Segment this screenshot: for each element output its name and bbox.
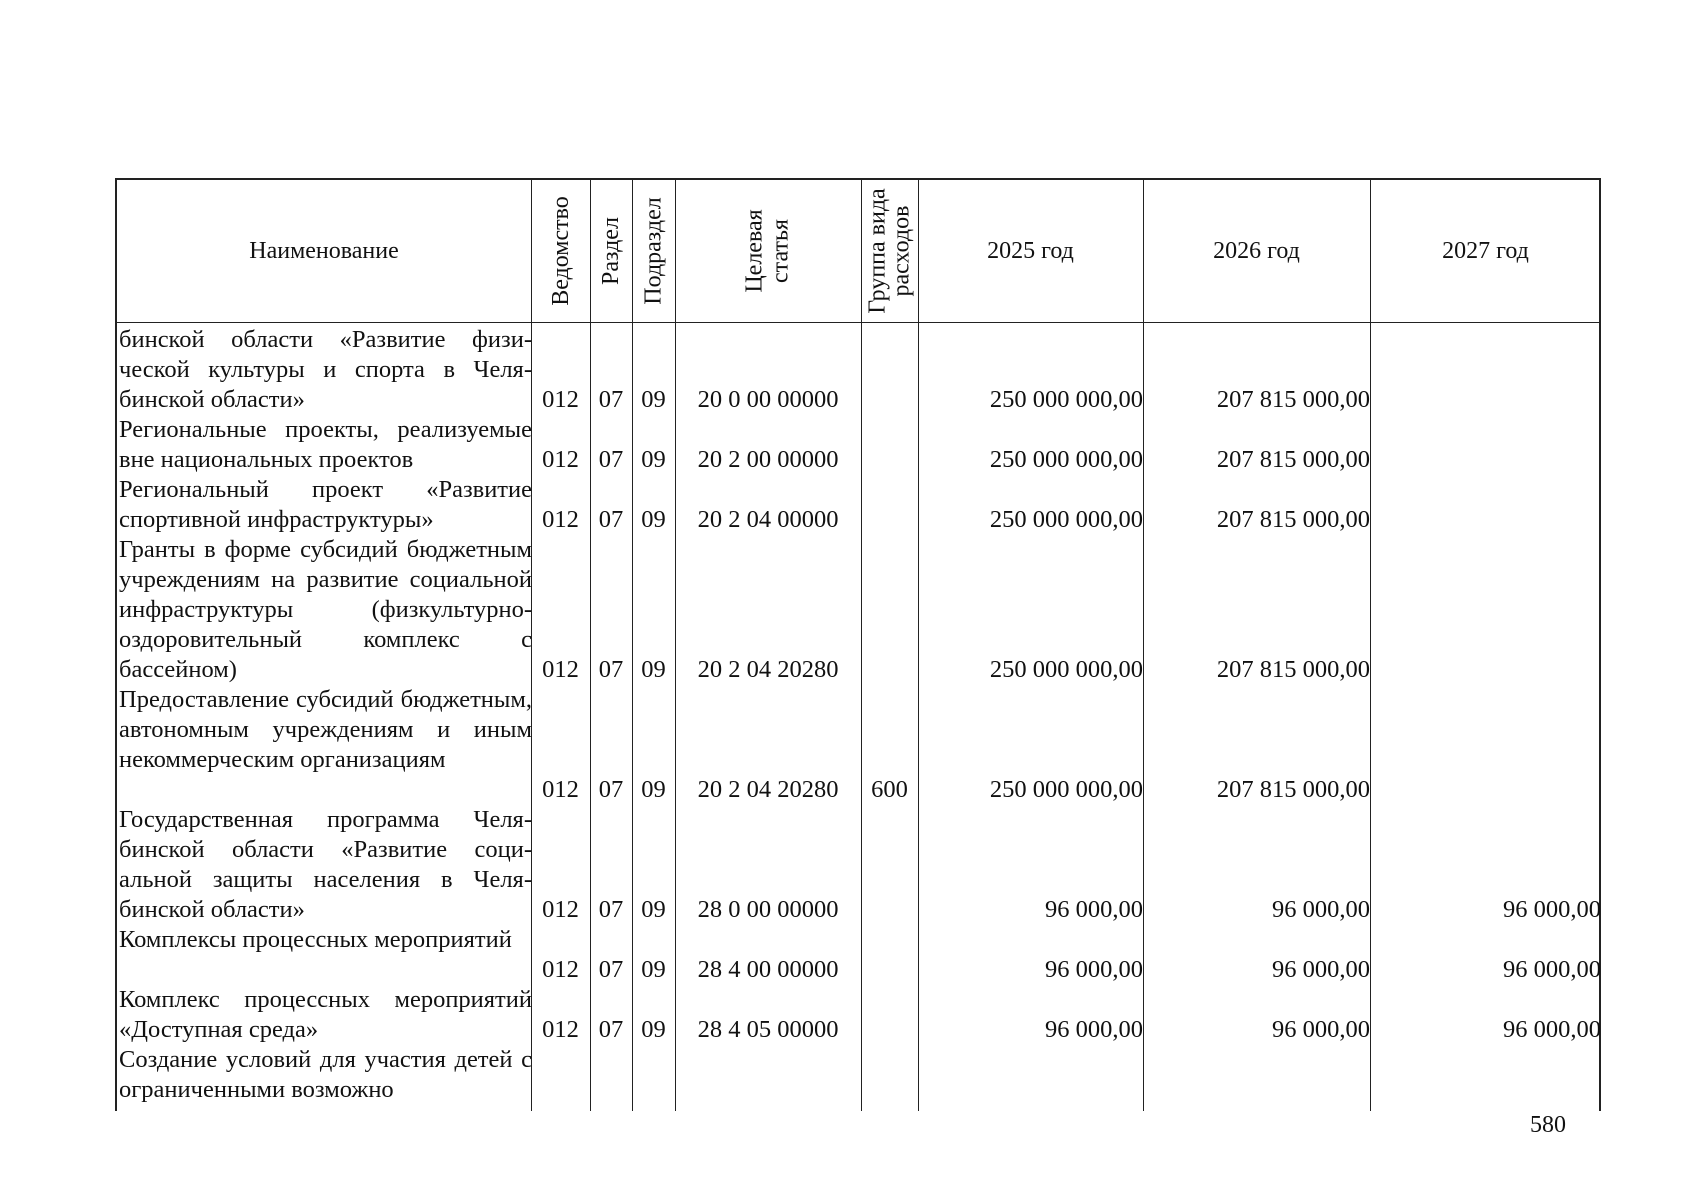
row-podrazdel: 09 xyxy=(641,896,666,923)
row-2026: 96 000,00 xyxy=(1272,1016,1370,1043)
row-2026: 207 815 000,00 xyxy=(1216,656,1370,683)
header-name-label: Наименование xyxy=(249,237,399,264)
header-2026-label: 2026 год xyxy=(1213,237,1300,264)
row-razdel: 07 xyxy=(598,386,624,413)
row-tselevaya-statya: 28 0 00 00000 xyxy=(697,896,839,923)
row-2026: 96 000,00 xyxy=(1272,896,1370,923)
row-2025: 96 000,00 xyxy=(1045,896,1143,923)
row-2026: 96 000,00 xyxy=(1272,956,1370,983)
header-2025-label: 2025 год xyxy=(987,237,1074,264)
row-vedomstvo: 012 xyxy=(542,896,579,923)
table-row xyxy=(117,535,1599,685)
table-row xyxy=(117,325,1599,415)
row-vedomstvo: 012 xyxy=(542,446,579,473)
header-gruppa-line1: Группа вида xyxy=(864,188,891,314)
header-2026 xyxy=(1143,180,1370,322)
row-tselevaya-statya: 20 2 04 20280 xyxy=(697,776,839,803)
row-podrazdel: 09 xyxy=(641,956,666,983)
row-podrazdel: 09 xyxy=(641,1016,666,1043)
row-name: бинской области «Развитие физической культуры и спорта в Челябинской области» xyxy=(119,326,532,413)
budget-table xyxy=(115,178,1601,1111)
row-2025: 250 000 000,00 xyxy=(989,656,1143,683)
header-name xyxy=(117,180,531,322)
row-tselevaya-statya: 20 2 04 00000 xyxy=(697,506,839,533)
row-gruppa: 600 xyxy=(871,776,908,803)
row-razdel: 07 xyxy=(598,956,624,983)
row-tselevaya-statya: 28 4 05 00000 xyxy=(697,1016,839,1043)
table-row xyxy=(117,985,1599,1045)
table-row xyxy=(117,415,1599,475)
table-row xyxy=(117,685,1599,805)
page-number: 580 xyxy=(1530,1112,1566,1138)
row-razdel: 07 xyxy=(598,776,624,803)
table-row xyxy=(117,805,1599,925)
row-2027: 96 000,00 xyxy=(1503,896,1601,923)
header-gruppa-line2: расходов xyxy=(888,205,915,297)
row-name: Гранты в форме субсидий бюджетным учреждениям на развитие социальной инфраструктуры (физкультурно-оздоровительный комплекс с бассейном) xyxy=(119,536,532,683)
row-2026: 207 815 000,00 xyxy=(1216,386,1370,413)
row-2025: 250 000 000,00 xyxy=(989,506,1143,533)
row-name: Государственная программа Челябинской области «Развитие социальной защиты населения в Челябинской области» xyxy=(119,806,532,923)
row-vedomstvo: 012 xyxy=(542,956,579,983)
table-row xyxy=(117,1045,1599,1113)
header-podrazdel xyxy=(632,180,675,322)
row-razdel: 07 xyxy=(598,656,624,683)
row-podrazdel: 09 xyxy=(641,446,666,473)
header-tselevaya-line1: Целевая xyxy=(741,209,768,293)
row-name: Предоставление субсидий бюджетным, автономным учреждениям и иным некоммерческим организациям xyxy=(119,686,532,773)
header-2027-label: 2027 год xyxy=(1442,237,1529,264)
row-vedomstvo: 012 xyxy=(542,386,579,413)
row-tselevaya-statya: 28 4 00 00000 xyxy=(697,956,839,983)
row-2025: 250 000 000,00 xyxy=(989,386,1143,413)
row-razdel: 07 xyxy=(598,446,624,473)
header-vedomstvo-label: Ведомство xyxy=(547,196,574,306)
row-name: Комплексы процессных мероприятий xyxy=(119,926,512,953)
row-2027: 96 000,00 xyxy=(1503,956,1601,983)
header-vedomstvo xyxy=(531,180,590,322)
row-razdel: 07 xyxy=(598,1016,624,1043)
table-row xyxy=(117,925,1599,985)
header-gruppa-vida-raskhodov xyxy=(861,180,918,322)
row-tselevaya-statya: 20 2 00 00000 xyxy=(697,446,839,473)
row-tselevaya-statya: 20 2 04 20280 xyxy=(697,656,839,683)
row-2026: 207 815 000,00 xyxy=(1216,506,1370,533)
table-row xyxy=(117,475,1599,535)
row-2027: 96 000,00 xyxy=(1503,1016,1601,1043)
header-razdel-label: Раздел xyxy=(598,217,625,285)
row-name: Комплекс процессных мероприятий «Доступная среда» xyxy=(119,986,532,1043)
header-2025 xyxy=(918,180,1143,322)
row-podrazdel: 09 xyxy=(641,776,666,803)
row-vedomstvo: 012 xyxy=(542,506,579,533)
header-2027 xyxy=(1370,180,1601,322)
row-vedomstvo: 012 xyxy=(542,776,579,803)
row-2026: 207 815 000,00 xyxy=(1216,446,1370,473)
row-2025: 96 000,00 xyxy=(1045,956,1143,983)
row-razdel: 07 xyxy=(598,506,624,533)
header-razdel xyxy=(590,180,632,322)
row-name: Создание условий для участия детей с ограниченными возможно xyxy=(119,1046,532,1103)
row-vedomstvo: 012 xyxy=(542,1016,579,1043)
row-razdel: 07 xyxy=(598,896,624,923)
header-podrazdel-label: Подраздел xyxy=(640,197,667,305)
row-2025: 96 000,00 xyxy=(1045,1016,1143,1043)
row-2026: 207 815 000,00 xyxy=(1216,776,1370,803)
row-2025: 250 000 000,00 xyxy=(989,446,1143,473)
row-name: Региональный проект «Развитие спортивной инфраструктуры» xyxy=(119,476,532,533)
row-name: Региональные проекты, реализуемые вне национальных проектов xyxy=(119,416,532,473)
header-tselevaya-line2: статья xyxy=(767,219,794,283)
row-tselevaya-statya: 20 0 00 00000 xyxy=(697,386,839,413)
row-2025: 250 000 000,00 xyxy=(989,776,1143,803)
row-podrazdel: 09 xyxy=(641,656,666,683)
row-vedomstvo: 012 xyxy=(542,656,579,683)
header-tselevaya-statya xyxy=(675,180,861,322)
row-podrazdel: 09 xyxy=(641,386,666,413)
row-podrazdel: 09 xyxy=(641,506,666,533)
